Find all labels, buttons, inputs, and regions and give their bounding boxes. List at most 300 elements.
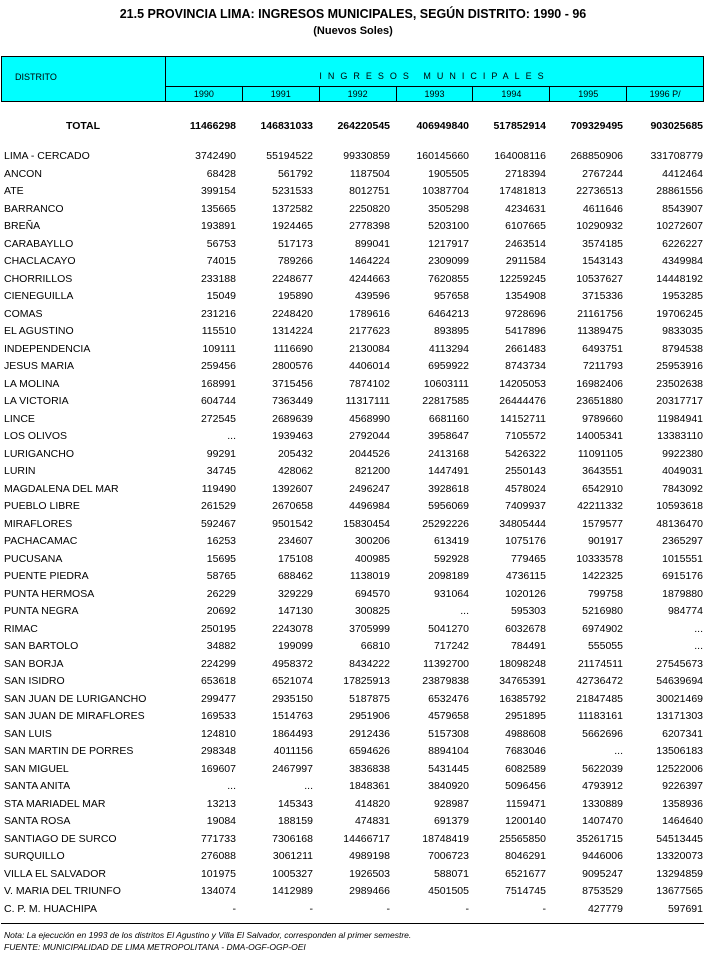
income-cell: 13294859 — [656, 867, 703, 880]
table-row — [0, 778, 706, 796]
table-header — [1, 56, 704, 102]
income-cell: 20692 — [206, 605, 236, 617]
income-cell: ... — [227, 780, 236, 792]
income-cell: 1015551 — [662, 552, 703, 565]
income-cell: 5216980 — [582, 605, 623, 617]
income-cell: 25565850 — [499, 832, 546, 845]
income-cell: 595303 — [510, 605, 546, 617]
income-cell: 18098248 — [499, 657, 546, 670]
year-header: 1992 — [320, 87, 397, 102]
income-cell: 2689639 — [272, 412, 313, 425]
income-cell: 9446006 — [582, 850, 623, 862]
income-cell: 164008116 — [494, 150, 546, 162]
income-cell: 1864493 — [272, 727, 313, 740]
table-row — [0, 866, 706, 884]
income-cell: ... — [460, 605, 469, 617]
income-cell: 1159471 — [505, 797, 546, 810]
income-cell: - — [542, 902, 546, 915]
income-cell: 3958647 — [428, 430, 469, 442]
income-cell: 1020126 — [505, 587, 546, 600]
district-name: LA VICTORIA — [4, 395, 69, 407]
table-row — [0, 428, 706, 446]
income-cell: 145343 — [277, 797, 313, 810]
table-row — [0, 358, 706, 376]
income-cell: 2550143 — [505, 465, 546, 477]
income-cell: 193891 — [200, 220, 236, 232]
table-row — [0, 498, 706, 516]
income-cell: 2792044 — [349, 430, 390, 442]
income-cell: 428062 — [277, 465, 313, 477]
income-cell: 439596 — [354, 290, 390, 302]
income-cell: 26229 — [206, 587, 236, 600]
income-cell: 15049 — [206, 290, 236, 302]
table-row — [0, 743, 706, 761]
income-cell: 8894104 — [428, 745, 469, 757]
district-name: MAGDALENA DEL MAR — [4, 482, 119, 495]
income-cell: 7306168 — [272, 832, 313, 845]
income-cell: 15695 — [206, 552, 236, 565]
income-cell: 7514745 — [505, 885, 546, 897]
income-cell: 8794538 — [662, 342, 703, 355]
income-cell: 224299 — [200, 657, 236, 670]
total-value: 709329495 — [570, 120, 623, 132]
income-cell: 16253 — [206, 535, 236, 547]
income-cell: 2911584 — [505, 255, 546, 267]
year-header: 1990 — [166, 87, 243, 102]
income-cell: 1358936 — [662, 797, 703, 810]
income-cell: 2496247 — [349, 482, 390, 495]
year-header: 1993 — [397, 87, 474, 102]
income-cell: 12522006 — [656, 762, 703, 775]
district-name: LIMA - CERCADO — [4, 150, 90, 162]
district-name: MIRAFLORES — [4, 517, 73, 530]
income-cell: 169607 — [200, 762, 236, 775]
income-cell: 1926503 — [349, 867, 390, 880]
income-cell: 517173 — [277, 237, 313, 250]
income-cell: 23502638 — [656, 377, 703, 390]
income-cell: 779465 — [510, 552, 546, 565]
income-cell: 34882 — [206, 640, 236, 652]
income-cell: 1354908 — [505, 290, 546, 302]
table-row — [0, 901, 706, 919]
district-name: C. P. M. HUACHIPA — [4, 902, 97, 915]
income-cell: 329229 — [277, 587, 313, 600]
district-name: PUEBLO LIBRE — [4, 500, 80, 512]
table-row — [0, 166, 706, 184]
income-cell: 1372582 — [272, 202, 313, 215]
income-cell: 13213 — [206, 797, 236, 810]
table-row — [0, 201, 706, 219]
income-cell: 261529 — [200, 500, 236, 512]
income-cell: 9095247 — [582, 867, 623, 880]
district-rows — [0, 148, 706, 918]
income-cell: 231216 — [200, 307, 236, 320]
district-name: VILLA EL SALVADOR — [4, 867, 106, 880]
income-cell: 14466717 — [343, 832, 390, 845]
total-label: TOTAL — [66, 120, 101, 132]
district-name: SAN BORJA — [4, 657, 64, 670]
income-cell: 22736513 — [576, 185, 623, 197]
income-cell: 11317111 — [345, 395, 390, 407]
income-cell: 109111 — [202, 342, 236, 355]
income-cell: 23651880 — [576, 395, 623, 407]
income-cell: 6915176 — [662, 570, 703, 582]
district-name: CARABAYLLO — [4, 237, 74, 250]
income-cell: 2989466 — [349, 885, 390, 897]
income-cell: 16385792 — [499, 692, 546, 705]
income-cell: 893895 — [433, 325, 469, 337]
income-cell: 124810 — [200, 727, 236, 740]
income-cell: 1447491 — [428, 465, 469, 477]
income-cell: 5956069 — [428, 500, 469, 512]
income-cell: 9501542 — [272, 517, 313, 530]
table-row — [0, 568, 706, 586]
income-cell: 30021469 — [656, 692, 703, 705]
income-cell: 74015 — [206, 255, 236, 267]
income-cell: 298348 — [200, 745, 236, 757]
income-cell: 7006723 — [428, 850, 469, 862]
table-row — [0, 883, 706, 901]
income-cell: 68428 — [206, 167, 236, 180]
income-cell: 9833035 — [662, 325, 703, 337]
income-cell: 168991 — [200, 377, 236, 390]
income-cell: 13320073 — [656, 850, 703, 862]
income-cell: 2767244 — [582, 167, 623, 180]
income-cell: 555055 — [587, 640, 623, 652]
income-cell: 984774 — [667, 605, 703, 617]
income-cell: 6532476 — [428, 692, 469, 705]
income-cell: 1116690 — [273, 342, 313, 355]
income-cell: 300825 — [354, 605, 390, 617]
income-cell: 299477 — [200, 692, 236, 705]
year-header: 1994 — [473, 87, 550, 102]
income-cell: - — [309, 902, 313, 915]
income-cell: 6107665 — [505, 220, 546, 232]
income-cell: 604744 — [200, 395, 236, 407]
income-cell: 5231533 — [272, 185, 313, 197]
income-cell: 10272607 — [656, 220, 703, 232]
table-row — [0, 726, 706, 744]
income-cell: 3574185 — [582, 237, 623, 250]
table-row — [0, 393, 706, 411]
income-cell: 3061211 — [272, 850, 313, 862]
district-name: SAN JUAN DE MIRAFLORES — [4, 710, 145, 722]
income-cell: 3836838 — [349, 762, 390, 775]
income-cell: 115510 — [201, 325, 236, 337]
income-cell: 1412989 — [272, 885, 313, 897]
income-cell: 414820 — [354, 797, 390, 810]
income-cell: 4958372 — [272, 657, 313, 670]
income-cell: 2413168 — [428, 447, 469, 460]
income-cell: 3643551 — [582, 465, 623, 477]
income-cell: 4011156 — [273, 745, 313, 757]
income-cell: 1422325 — [582, 570, 623, 582]
income-cell: 42211332 — [577, 500, 623, 512]
income-cell: 25292226 — [422, 517, 469, 530]
table-row — [0, 813, 706, 831]
income-cell: 8012751 — [349, 185, 390, 197]
income-cell: 10333578 — [576, 552, 623, 565]
income-cell: 175108 — [277, 552, 313, 565]
income-cell: 23879838 — [422, 675, 469, 687]
table-row — [0, 586, 706, 604]
district-name: LOS OLIVOS — [4, 430, 68, 442]
income-cell: 35261715 — [576, 832, 623, 845]
income-cell: 691379 — [433, 815, 469, 827]
table-note: Nota: La ejecución en 1993 de los distritos El Agustino y Villa El Salvador, corresponden al primer semestre. — [4, 930, 412, 940]
income-cell: ... — [694, 622, 703, 635]
income-cell: 597691 — [667, 902, 703, 915]
footer-divider — [1, 923, 704, 924]
income-cell: 119490 — [201, 482, 236, 495]
income-cell: 14005341 — [576, 430, 623, 442]
income-cell: 6521074 — [272, 675, 313, 687]
income-cell: 99291 — [206, 447, 236, 460]
income-cell: 19084 — [206, 815, 236, 827]
income-cell: 5041270 — [428, 622, 469, 635]
income-cell: 10290932 — [576, 220, 623, 232]
income-cell: 8543907 — [662, 202, 703, 215]
income-cell: 1464640 — [662, 815, 703, 827]
income-cell: 5417896 — [505, 325, 546, 337]
income-cell: 134074 — [200, 885, 236, 897]
district-name: BARRANCO — [4, 202, 64, 215]
table-row — [0, 551, 706, 569]
income-cell: 25953916 — [656, 360, 703, 372]
income-cell: 474831 — [354, 815, 390, 827]
income-cell: 19706245 — [656, 307, 703, 320]
table-row — [0, 183, 706, 201]
income-cell: 250195 — [200, 622, 236, 635]
table-row — [0, 603, 706, 621]
table-row — [0, 446, 706, 464]
income-cell: 694570 — [354, 587, 390, 600]
income-cell: 13506183 — [656, 745, 703, 757]
income-cell: 195890 — [277, 290, 313, 302]
income-cell: 2778398 — [349, 220, 390, 232]
income-cell: 10593618 — [656, 500, 703, 512]
income-cell: 2044526 — [349, 447, 390, 460]
income-cell: 147130 — [277, 605, 313, 617]
income-cell: ... — [614, 745, 623, 757]
income-cell: - — [232, 902, 236, 915]
income-cell: 2463514 — [505, 237, 546, 250]
income-cell: 5431445 — [428, 762, 469, 775]
income-cell: 399154 — [200, 185, 236, 197]
income-cell: 717242 — [433, 640, 469, 652]
income-cell: 300206 — [354, 535, 390, 547]
income-cell: 2130084 — [349, 342, 390, 355]
income-cell: 4406014 — [349, 360, 390, 372]
income-cell: 4568990 — [349, 412, 390, 425]
income-cell: 6493751 — [582, 342, 623, 355]
district-name: LURIGANCHO — [4, 447, 75, 460]
income-cell: 5187875 — [349, 692, 390, 705]
income-cell: 688462 — [277, 570, 313, 582]
income-cell: 1953285 — [662, 290, 703, 302]
table-row — [0, 761, 706, 779]
district-name: ATE — [4, 185, 24, 197]
income-cell: 3742490 — [195, 150, 236, 162]
district-name: PACHACAMAC — [4, 535, 78, 547]
income-cell: 9226397 — [662, 780, 703, 792]
income-cell: 11392700 — [423, 657, 469, 670]
table-row — [0, 218, 706, 236]
income-cell: 7105572 — [505, 430, 546, 442]
income-cell: 4501505 — [428, 885, 469, 897]
income-cell: 54513445 — [656, 832, 703, 845]
income-cell: 7211793 — [582, 360, 623, 372]
income-cell: 931064 — [433, 587, 469, 600]
income-cell: 26444476 — [499, 395, 546, 407]
income-cell: 58765 — [206, 570, 236, 582]
district-name: COMAS — [4, 307, 43, 320]
year-header: 1995 — [550, 87, 627, 102]
income-cell: 1939463 — [272, 430, 313, 442]
income-cell: 8743734 — [505, 360, 546, 372]
table-row — [0, 376, 706, 394]
income-cell: 3928618 — [428, 482, 469, 495]
income-cell: 4349984 — [662, 255, 703, 267]
district-column-header — [2, 57, 166, 101]
district-name: SAN MARTIN DE PORRES — [4, 745, 134, 757]
table-row — [0, 656, 706, 674]
income-cell: 276088 — [200, 850, 236, 862]
income-cell: 5662696 — [582, 727, 623, 740]
income-cell: 14152711 — [500, 412, 546, 425]
total-value: 264220545 — [337, 120, 390, 132]
income-cell: 12259245 — [499, 272, 546, 285]
income-cell: 5203100 — [428, 220, 469, 232]
income-cell: 28861556 — [656, 185, 703, 197]
table-row — [0, 796, 706, 814]
total-row — [0, 120, 706, 134]
income-cell: 2250820 — [349, 202, 390, 215]
district-name: LINCE — [4, 412, 35, 425]
income-cell: 331708779 — [650, 150, 703, 162]
total-value: 406949840 — [416, 120, 469, 132]
income-cell: 22817585 — [422, 395, 469, 407]
income-cell: 4244663 — [349, 272, 390, 285]
income-cell: 48136470 — [656, 517, 703, 530]
income-cell: 56753 — [206, 237, 236, 250]
district-name: JESUS MARIA — [4, 360, 75, 372]
income-cell: 234607 — [277, 535, 313, 547]
income-cell: 7363449 — [272, 395, 313, 407]
income-cell: 3840920 — [428, 780, 469, 792]
table-row — [0, 831, 706, 849]
table-row — [0, 621, 706, 639]
district-name: SAN LUIS — [4, 727, 52, 740]
income-cell: 2243078 — [272, 622, 313, 635]
income-cell: 6959922 — [428, 360, 469, 372]
table-row — [0, 411, 706, 429]
income-cell: 4113294 — [428, 342, 469, 355]
district-name: PUNTA NEGRA — [4, 605, 79, 617]
year-headers — [166, 86, 703, 102]
income-cell: 1848361 — [349, 780, 390, 792]
income-cell: 4496984 — [349, 500, 390, 512]
income-cell: 3715456 — [272, 377, 313, 390]
income-cell: 21847485 — [576, 692, 623, 705]
table-row — [0, 638, 706, 656]
district-name: STA MARIADEL MAR — [4, 797, 106, 810]
income-cell: 3705999 — [349, 622, 390, 635]
income-cell: 6542910 — [582, 482, 623, 495]
income-cell: 1905505 — [428, 167, 469, 180]
income-cell: 5426322 — [505, 447, 546, 460]
income-cell: 17481813 — [499, 185, 546, 197]
income-cell: 16982406 — [576, 377, 623, 390]
income-cell: 205432 — [277, 447, 313, 460]
income-cell: 6226227 — [662, 237, 703, 250]
income-cell: 13171303 — [656, 710, 703, 722]
income-cell: 11984941 — [657, 412, 703, 425]
income-cell: 784491 — [510, 640, 546, 652]
income-cell: 4578024 — [505, 482, 546, 495]
income-cell: ... — [694, 640, 703, 652]
income-cell: 2248420 — [272, 307, 313, 320]
income-cell: 21161756 — [577, 307, 623, 320]
income-cell: 6681160 — [428, 412, 469, 425]
income-cell: 169533 — [200, 710, 236, 722]
income-cell: 957658 — [433, 290, 469, 302]
income-cell: 9789660 — [582, 412, 623, 425]
income-cell: 4412464 — [662, 167, 703, 180]
income-cell: 1924465 — [272, 220, 313, 232]
income-cell: 1187504 — [349, 167, 390, 180]
income-cell: 1200140 — [505, 815, 546, 827]
income-cell: 771733 — [200, 832, 236, 845]
table-row — [0, 323, 706, 341]
table-row — [0, 481, 706, 499]
district-name: SAN ISIDRO — [4, 675, 65, 687]
income-cell: 901917 — [587, 535, 623, 547]
income-cell: 1789616 — [349, 307, 390, 320]
income-cell: 10603111 — [423, 377, 469, 390]
income-cell: 4988608 — [505, 727, 546, 740]
page-subtitle: (Nuevos Soles) — [313, 25, 393, 37]
income-cell: - — [386, 902, 390, 915]
income-cell: 199099 — [277, 640, 313, 652]
district-name: SAN JUAN DE LURIGANCHO — [4, 692, 147, 705]
district-name: LA MOLINA — [4, 377, 60, 390]
income-cell: 34805444 — [499, 517, 546, 530]
income-cell: 268850906 — [570, 150, 623, 162]
income-cell: 34765391 — [499, 675, 546, 687]
income-cell: 427779 — [587, 902, 623, 915]
income-cell: 6207341 — [662, 727, 703, 740]
table-row — [0, 271, 706, 289]
district-name: SAN MIGUEL — [4, 762, 69, 775]
year-header: 1991 — [243, 87, 320, 102]
income-cell: 54639694 — [656, 675, 703, 687]
income-cell: 9922380 — [662, 447, 703, 460]
income-cell: 6521677 — [505, 867, 546, 880]
income-cell: 2467997 — [272, 762, 313, 775]
income-cell: 7620855 — [428, 272, 469, 285]
income-cell: 2365297 — [662, 535, 703, 547]
income-cell: 1407470 — [582, 815, 623, 827]
income-cell: 21174511 — [577, 657, 623, 670]
income-cell: 928987 — [433, 797, 469, 810]
income-cell: 4793912 — [582, 780, 623, 792]
district-name: PUENTE PIEDRA — [4, 570, 89, 582]
income-cell: 4611646 — [582, 202, 623, 215]
income-cell: ... — [227, 430, 236, 442]
district-name: V. MARIA DEL TRIUNFO — [4, 885, 121, 897]
income-cell: 1879880 — [662, 587, 703, 600]
